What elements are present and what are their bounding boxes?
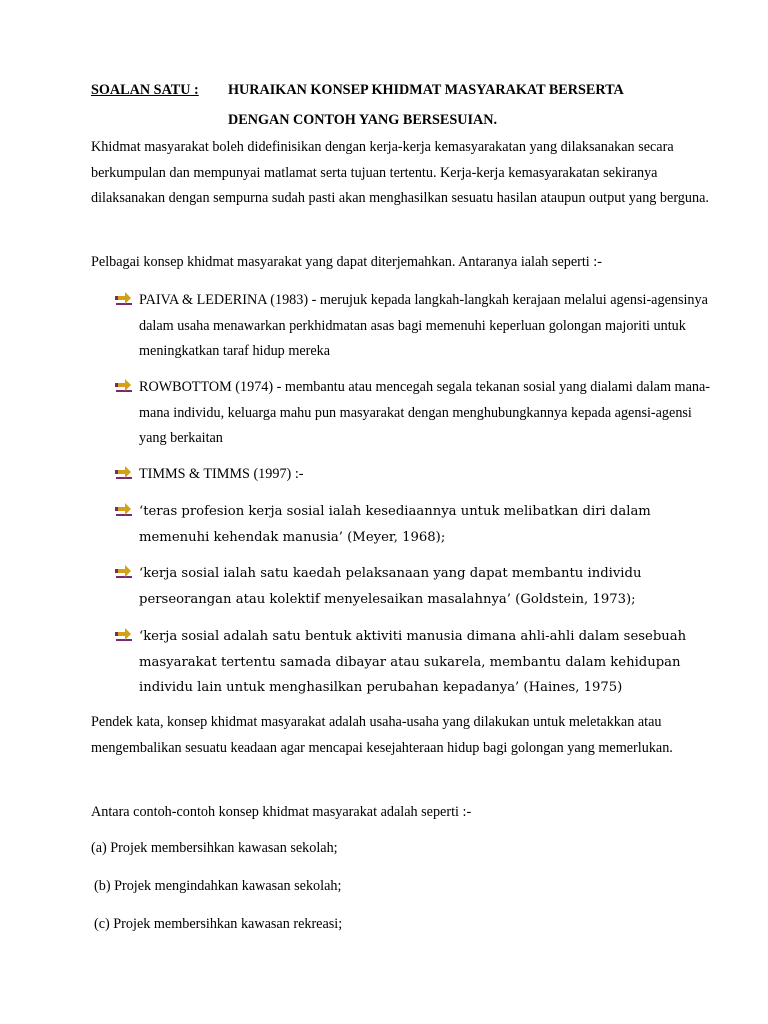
example-item-c: (c) Projek membersihkan kawasan rekreasi; xyxy=(94,916,343,932)
bullet-text: ‘kerja sosial adalah satu bentuk aktiviti manusia dimana ahli-ahli dalam sesebuah masyarakat tertentu samada dibayar atau sukarela, membantu dalam kehidupan individu lain untuk menghasilkan perubahan kepadanya’ (Haines, 1975) xyxy=(139,629,687,695)
arrow-bullet-icon xyxy=(115,501,133,517)
bullet-text: ‘teras profesion kerja sosial ialah kesediaannya untuk melibatkan diri dalam memenuhi kehendak manusia’ (Meyer, 1968); xyxy=(139,504,651,545)
arrow-bullet-icon xyxy=(115,563,133,579)
arrow-bullet-icon xyxy=(115,464,133,480)
concepts-intro-paragraph: Pelbagai konsep khidmat masyarakat yang dapat diterjemahkan. Antaranya ialah seperti :- xyxy=(91,254,602,270)
question-label: SOALAN SATU : xyxy=(91,82,199,98)
bullet-text: ROWBOTTOM (1974) - membantu atau mencegah segala tekanan sosial yang dialami dalam mana-mana individu, keluarga mahu pun masyarakat dengan menghubungkannya kepada agensi-agensi yang berkaitan xyxy=(139,379,710,446)
example-item-a: (a) Projek membersihkan kawasan sekolah; xyxy=(91,840,338,856)
question-title-line1: HURAIKAN KONSEP KHIDMAT MASYARAKAT BERSERTA xyxy=(228,82,624,98)
bullet-text: ‘kerja sosial ialah satu kaedah pelaksanaan yang dapat membantu individu perseorangan atau kolektif menyelesaikan masalahnya’ (Goldstein, 1973); xyxy=(139,566,642,607)
example-item-b: (b) Projek mengindahkan kawasan sekolah; xyxy=(94,878,342,894)
arrow-bullet-icon xyxy=(115,377,133,393)
arrow-bullet-icon xyxy=(115,290,133,306)
bullet-text: TIMMS & TIMMS (1997) :- xyxy=(139,466,304,482)
summary-paragraph: Pendek kata, konsep khidmat masyarakat adalah usaha-usaha yang dilakukan untuk meletakkan atau mengembalikan sesuatu keadaan agar mencapai kesejahteraan hidup bagi golongan yang memerlukan. xyxy=(91,714,673,756)
intro-paragraph: Khidmat masyarakat boleh didefinisikan dengan kerja-kerja kemasyarakatan yang dilaksanakan secara berkumpulan dan mempunyai matlamat serta tujuan tertentu. Kerja-kerja kemasyarakatan sekiranya dilaksanakan dengan sempurna sudah pasti akan menghasilkan sesuatu hasilan ataupun output yang berguna. xyxy=(91,139,709,206)
arrow-bullet-icon xyxy=(115,626,133,642)
bullet-text: PAIVA & LEDERINA (1983) - merujuk kepada langkah-langkah kerajaan melalui agensi-agensinya dalam usaha menawarkan perkhidmatan asas bagi memenuhi keperluan golongan majoriti untuk meningkatkan taraf hidup mereka xyxy=(139,292,708,359)
examples-intro-paragraph: Antara contoh-contoh konsep khidmat masyarakat adalah seperti :- xyxy=(91,804,472,820)
question-title-line2: DENGAN CONTOH YANG BERSESUIAN. xyxy=(228,112,498,128)
question-heading xyxy=(91,75,624,128)
